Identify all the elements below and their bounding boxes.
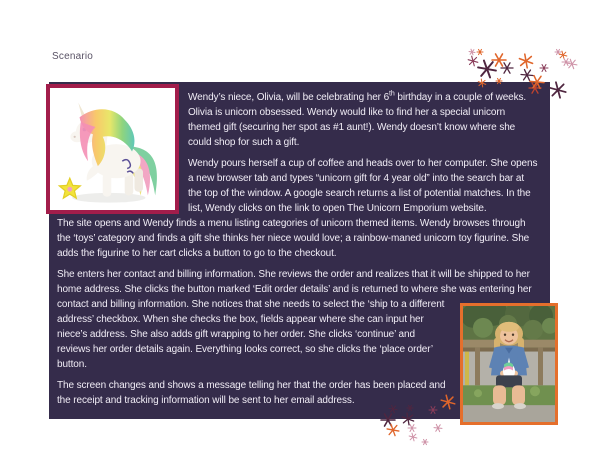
sparkle-star-icon: [386, 423, 400, 437]
sparkle-star-icon: [549, 81, 567, 99]
sparkle-star-icon: [407, 423, 417, 433]
sparkle-star-icon: [558, 50, 568, 60]
sparkle-star-icon: [539, 63, 549, 73]
scenario-paragraph-4: She enters her contact and billing information. She reviews the order and realizes that it will be shipped to her home address. She clicks the button marked ‘Edit order details’ and is returned to where she was entering her contact and billing information. She notices that she needs to select the ‘ship to a different address’ checkbox. When she checks the box, fields appear where she can input her niece’s address. She also adds gift wrapping to her order. She clicks ‘continue’ and reviews her order details again. Everything looks correct, so she clicks the ‘place order’ button.: [57, 269, 532, 370]
scenario-paragraph-2: Wendy pours herself a cup of coffee and heads over to her computer. She opens a new browser tab and types “unicorn gift for 4 year old” into the search bar at the top of the window. A google search returns a list of potential matches. In the list, Wendy clicks on the link to open The Unicorn Emporium website.: [188, 158, 538, 214]
sparkle-star-icon: [476, 48, 484, 56]
sparkle-star-icon: [421, 438, 429, 446]
ordinal-superscript: th: [389, 90, 395, 98]
sparkle-star-icon: [468, 48, 476, 56]
sparkle-star-icon: [566, 58, 578, 70]
unicorn-toy-image: [50, 88, 175, 210]
sparkle-star-icon: [467, 55, 479, 67]
scenario-paragraph-1: Wendy’s niece, Olivia, will be celebrating her 6th birthday in a couple of weeks. Olivia is unicorn obsessed. Wendy would like to find her a special unicorn themed gift (securing her spot as #1 aunt!). Wendy doesn’t know where she could shop for such a gift.: [188, 90, 527, 148]
sparkle-star-icon: [433, 423, 443, 433]
sparkle-star-icon: [408, 432, 418, 442]
sparkle-star-icon: [520, 68, 534, 82]
sparkle-star-icon: [561, 57, 571, 67]
indented-paragraphs: [188, 90, 540, 216]
sparkle-star-icon: [477, 59, 497, 79]
niece-photo: [463, 306, 555, 422]
unicorn-toy-image-frame: [46, 84, 179, 214]
sparkle-star-icon: [554, 48, 562, 56]
sparkle-star-icon: [491, 52, 507, 68]
scenario-paragraph-5: The screen changes and shows a message telling her that the order has been placed and the receipt and tracking information will be sent to her email address.: [57, 380, 446, 406]
sparkle-star-icon: [500, 61, 514, 75]
scenario-paragraph-3: The site opens and Wendy finds a menu listing categories of unicorn themed items. Wendy browses through the ‘toys’ category and finds a gift she thinks her niece would love; a rainbow-maned unicorn toy figurine. She adds the figurine to her cart clicks a button to go to the checkout.: [57, 218, 530, 259]
sparkle-star-icon: [518, 53, 534, 69]
niece-photo-frame: [460, 303, 558, 425]
page-title: Scenario: [52, 51, 94, 62]
